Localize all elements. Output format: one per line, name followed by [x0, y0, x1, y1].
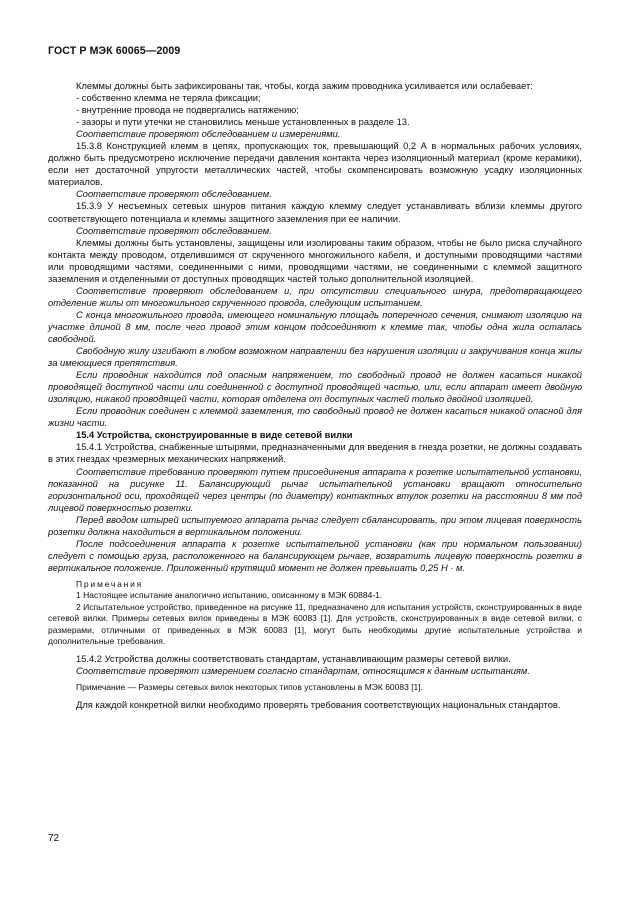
test-paragraph: Если проводник соединен с клеммой заземления, то свободный провод не должен касаться никакой опасной для жизни части. — [48, 406, 582, 429]
test-paragraph: Если проводник находится под опасным напряжением, то свободный провод не должен касаться никакой проводящей доступной части или соединенной с доступной проводящей частью, или, если аппарат имеет двойную изоляцию, никакой проводящей части, которая отделена от доступных частей только двойной изоляцией. — [48, 370, 582, 405]
test-paragraph: Соответствие требованию проверяют путем присоединения аппарата к розетке испытательной установки, показанной на рисунке 11. Балансирующий рычаг испытательной установки вращают относительно горизонтальной оси, проходящей через центры (по диаметру) контактных втулок розетки на расстоянии 8 мм под лицевой поверхностью розетки. — [48, 466, 582, 513]
list-item: - собственно клемма не теряла фиксации; — [76, 93, 261, 104]
test-paragraph: После подсоединения аппарата к розетке испытательной установки (как при нормальном пользовании) следует с помощью груза, расположенного на балансирующем рычаге, возвратить лицевую поверхность розетки в вертикальное положение. Приложенный крутящий момент не должен превышать 0,25 Н · м. — [48, 538, 582, 573]
page-number: 72 — [48, 833, 60, 844]
paragraph: Для каждой конкретной вилки необходимо проверять требования соответствующих национальных стандартов. — [76, 699, 561, 710]
paragraph: Клеммы должны быть установлены, защищены или изолированы таким образом, чтобы не было риска случайного контакта между проводом, отделившимся от скрученного многожильного кабеля, и доступными проводящими частями или проводящими частями, соединенными с ними, проводящими частями, не соединенными с клеммой защитного заземления и отделенными от доступных проводящих частей только дополнительной изоляцией. — [48, 237, 582, 284]
test-paragraph: С конца многожильного провода, имеющего номинальную площадь поперечного сечения, снимают изоляцию на участке длиной 8 мм, после чего провод этим концом подсоединяют к клемме так, чтобы одна жила осталась свободной. — [48, 309, 582, 344]
test-paragraph: Перед вводом штырей испытуемого аппарата рычаг следует сбалансировать, при этом лицевая поверхность розетки должна находиться в вертикальном положении. — [48, 514, 582, 537]
test-paragraph: Соответствие проверяют обследованием и, при отсутствии специального шнура, предотвращающего отделение жилы от многожильного скрученного провода, следующим испытанием. — [48, 285, 582, 308]
compliance-note: Соответствие проверяют обследованием. — [76, 189, 272, 200]
test-paragraph: Свободную жилу изгибают в любом возможном направлении без нарушения изоляции и закручивания конца жилы за имеющиеся препятствия. — [48, 346, 582, 369]
clause-15-3-9: 15.3.9 У несъемных сетевых шнуров питания каждую клемму следует устанавливать вблизи клеммы другого соответствующего потенциала и клеммы защитного заземления при ее наличии. — [48, 201, 582, 224]
clause-15-3-8: 15.3.8 Конструкцией клемм в цепях, пропускающих ток, превышающий 0,2 А в нормальных рабочих условиях, должно быть предусмотрено исключение передачи давления контакта через изоляционный материал (кроме керамики), если нет достаточной упругости металлических частей, чтобы скомпенсировать возможную усадку изоляционных материалов. — [48, 141, 582, 188]
clause-15-4-1: 15.4.1 Устройства, снабженные штырями, предназначенными для введения в гнезда розетки, не должны создавать в этих гнездах чрезмерных механических напряжений. — [48, 442, 582, 465]
document-body — [48, 80, 582, 711]
document-header: ГОСТ Р МЭК 60065—2009 — [48, 45, 181, 57]
notes-heading: Примечания — [76, 578, 144, 589]
compliance-note: Соответствие проверяют измерением согласно стандартам, относящимся к данным испытаниям. — [76, 665, 530, 676]
note-item: 2 Испытательное устройство, приведенное на рисунке 11, предназначено для испытания устройств, сконструированных в виде сетевой вилки. Примеры сетевых вилок приведены в МЭК 60083 [1]. Для устройств, сконструированных в виде сетевой вилки, с размерами, отличными от приведенных в МЭК 60083 [1], могут быть необходимы другие испытательные устройства и дополнительные требования. — [48, 601, 582, 647]
note-item: 1 Настоящее испытание аналогично испытанию, описанному в МЭК 60884-1. — [76, 590, 383, 601]
paragraph: Клеммы должны быть зафиксированы так, чтобы, когда зажим проводника усиливается или ослабевает: — [76, 81, 533, 91]
list-item: - внутренние провода не подвергались натяжению; — [76, 105, 299, 116]
list-item: - зазоры и пути утечки не становились меньше установленных в разделе 13. — [76, 117, 410, 128]
compliance-note: Соответствие проверяют обследованием и измерениями. — [76, 129, 341, 140]
compliance-note: Соответствие проверяют обследованием. — [76, 225, 272, 236]
clause-15-4-2: 15.4.2 Устройства должны соответствовать стандартам, устанавливающим размеры сетевой вилки. — [76, 653, 511, 664]
note-single: Примечание — Размеры сетевых вилок некоторых типов установлены в МЭК 60083 [1]. — [76, 682, 424, 693]
section-heading-15-4: 15.4 Устройства, сконструированные в виде сетевой вилки — [76, 430, 353, 441]
